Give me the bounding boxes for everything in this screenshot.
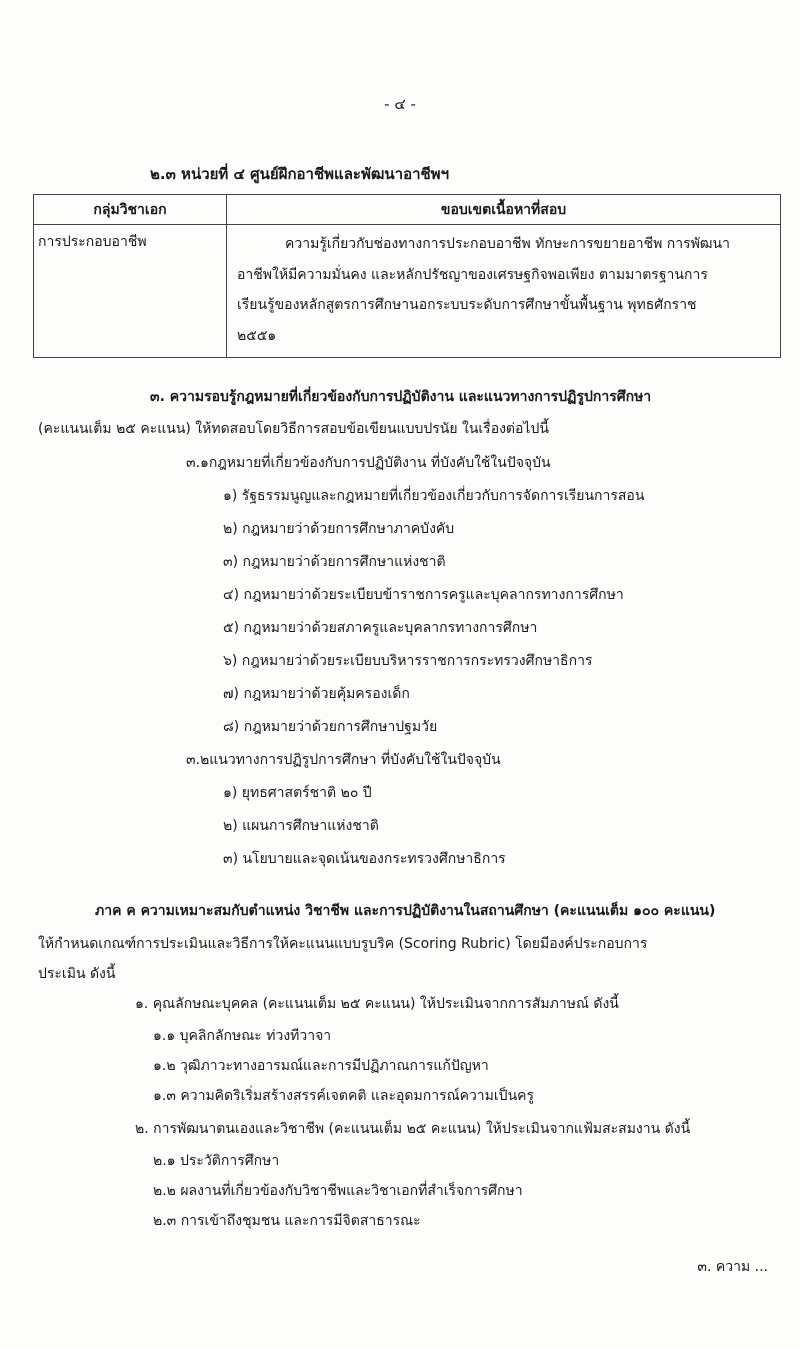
criteria-2-title: ๒. การพัฒนาตนเองและวิชาชีพ (คะแนนเต็ม ๒๕ คะแนน) ให้ประเมินจากแฟ้มสะสมงาน ดังนี้: [135, 1121, 691, 1137]
scope-line: เรียนรู้ของหลักสูตรการศึกษานอกระบบระดับการศึกษาขั้นพื้นฐาน พุทธศักราช: [237, 297, 697, 313]
list-item: ๔) กฎหมายว่าด้วยระเบียบข้าราชการครูและบุคลากรทางการศึกษา: [223, 587, 624, 603]
list-item: ๑) รัฐธรรมนูญและกฎหมายที่เกี่ยวข้องเกี่ยวกับการจัดการเรียนการสอน: [223, 488, 645, 504]
header-subject-group: กลุ่มวิชาเอก: [34, 195, 227, 225]
list-item: ๓) กฎหมายว่าด้วยการศึกษาแห่งชาติ: [223, 554, 446, 570]
section-3-1-title: ๓.๑กฎหมายที่เกี่ยวข้องกับการปฏิบัติงาน ที่บังคับใช้ในปัจจุบัน: [186, 455, 551, 471]
cell-subject: การประกอบอาชีพ: [34, 225, 227, 358]
criteria-1-title: ๑. คุณลักษณะบุคคล (คะแนนเต็ม ๒๕ คะแนน) ให้ประเมินจากการสัมภาษณ์ ดังนี้: [135, 996, 619, 1012]
cell-scope: [227, 225, 781, 358]
list-item: ๖) กฎหมายว่าด้วยระเบียบบริหารราชการกระทรวงศึกษาธิการ: [223, 653, 593, 669]
list-item: ๑) ยุทธศาสตร์ชาติ ๒๐ ปี: [223, 785, 372, 801]
list-item: ๕) กฎหมายว่าด้วยสภาครูและบุคลากรทางการศึกษา: [223, 620, 538, 636]
list-item: ๘) กฎหมายว่าด้วยการศึกษาปฐมวัย: [223, 719, 438, 735]
page-number: - ๔ -: [384, 95, 416, 113]
exam-scope-table: [33, 194, 781, 358]
header-exam-scope: ขอบเขตเนื้อหาที่สอบ: [227, 195, 781, 225]
continuation-note: ๓. ความ ...: [697, 1259, 768, 1275]
list-item: ๒.๓ การเข้าถึงชุมชน และการมีจิตสาธารณะ: [153, 1213, 421, 1229]
section-3-heading: ๓. ความรอบรู้กฎหมายที่เกี่ยวข้องกับการปฏิบัติงาน และแนวทางการปฏิรูปการศึกษา: [150, 389, 652, 405]
section-3-heading-continuation: (คะแนนเต็ม ๒๕ คะแนน) ให้ทดสอบโดยวิธีการสอบข้อเขียนแบบปรนัย ในเรื่องต่อไปนี้: [38, 421, 549, 437]
part-c-heading: ภาค ค ความเหมาะสมกับตำแหน่ง วิชาชีพ และการปฏิบัติงานในสถานศึกษา (คะแนนเต็ม ๑๐๐ คะแนน): [95, 903, 716, 919]
section-2-3-title: ๒.๓ หน่วยที่ ๔ ศูนย์ฝึกอาชีพและพัฒนาอาชีพฯ: [150, 165, 449, 183]
list-item: ๓) นโยบายและจุดเน้นของกระทรวงศึกษาธิการ: [223, 851, 506, 867]
scope-line: อาชีพให้มีความมั่นคง และหลักปรัชญาของเศรษฐกิจพอเพียง ตามมาตรฐานการ: [237, 266, 708, 283]
list-item: ๒) แผนการศึกษาแห่งชาติ: [223, 818, 379, 834]
section-3-2-title: ๓.๒แนวทางการปฏิรูปการศึกษา ที่บังคับใช้ในปัจจุบัน: [186, 752, 501, 768]
table-row: [34, 225, 781, 358]
list-item: ๑.๓ ความคิดริเริ่มสร้างสรรค์เจตคติ และอุดมการณ์ความเป็นครู: [153, 1088, 535, 1104]
list-item: ๑.๒ วุฒิภาวะทางอารมณ์และการมีปฏิภาณการแก้ปัญหา: [153, 1058, 489, 1074]
scope-line: ๒๕๕๑: [237, 327, 277, 344]
scope-line: ความรู้เกี่ยวกับช่องทางการประกอบอาชีพ ทักษะการขยายอาชีพ การพัฒนา: [285, 236, 730, 252]
table-header-row: [34, 195, 781, 225]
list-item: ๗) กฎหมายว่าด้วยคุ้มครองเด็ก: [223, 686, 410, 702]
list-item: ๒) กฎหมายว่าด้วยการศึกษาภาคบังคับ: [223, 521, 455, 537]
list-item: ๒.๑ ประวัติการศึกษา: [153, 1153, 280, 1169]
list-item: ๒.๒ ผลงานที่เกี่ยวข้องกับวิชาชีพและวิชาเอกที่สำเร็จการศึกษา: [153, 1183, 523, 1199]
part-c-paragraph-line: ประเมิน ดังนี้: [38, 966, 116, 982]
part-c-paragraph-line: ให้กำหนดเกณฑ์การประเมินและวิธีการให้คะแนนแบบรูบริค (Scoring Rubric) โดยมีองค์ประกอบการ: [38, 936, 648, 952]
list-item: ๑.๑ บุคลิกลักษณะ ท่วงทีวาจา: [153, 1028, 332, 1044]
